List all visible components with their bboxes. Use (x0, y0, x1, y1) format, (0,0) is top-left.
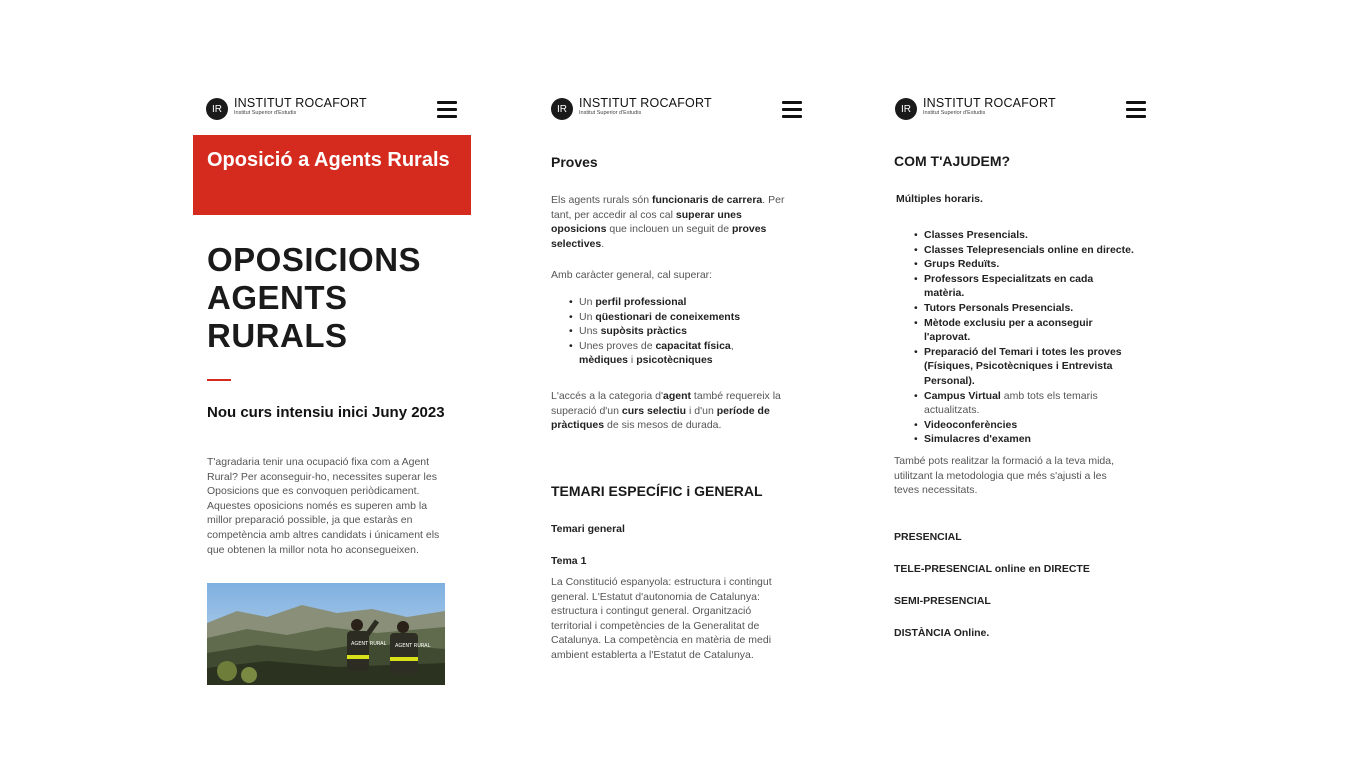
tema1-text: La Constitució espanyola: estructura i contingut general. L'Estatut d'autonomia de Catalunya: estructura i contingut general. Organització territorial i competències de la Generalitat de Catalunya. La competència en matèria de medi ambient establerta a l'Estatut de Catalunya. (551, 576, 772, 661)
list-item: • Classes Presencials. (914, 228, 1134, 243)
mode-distancia[interactable]: DISTÀNCIA Online. (894, 627, 990, 639)
brand-name: INSTITUT ROCAFORT (579, 96, 712, 110)
banner-title: Oposició a Agents Rurals (207, 149, 450, 171)
access-paragraph: L'accés a la categoria d'agent també requereix la superació d'un curs selectiu i d'un període de pràctiques de sis mesos de durada. (551, 390, 781, 432)
list-item: • Mètode exclusiu per a aconseguir l'aprovat. (914, 316, 1134, 345)
horaris-label: Múltiples horaris. (896, 193, 983, 205)
mobile-screen-proves (538, 90, 818, 690)
hamburger-menu-icon[interactable] (1126, 101, 1146, 118)
general-requirements-text: Amb caràcter general, cal superar: (551, 269, 713, 281)
list-item: • Preparació del Temari i totes les proves (Físiques, Psicotècniques i Entrevista Personal). (914, 345, 1134, 389)
site-header (206, 96, 460, 128)
course-title: Nou curs intensiu inici Juny 2023 (207, 404, 445, 421)
mode-presencial[interactable]: PRESENCIAL (894, 531, 962, 543)
brand-name: INSTITUT ROCAFORT (234, 96, 367, 110)
list-item: • Campus Virtual amb tots els temaris actualitzats. (914, 389, 1134, 418)
brand-logo[interactable] (551, 96, 712, 120)
requirements-list (569, 295, 769, 368)
brand-logo[interactable] (206, 96, 367, 120)
proves-title: Proves (551, 154, 598, 170)
brand-subtitle: Institut Superior d'Estudis (234, 110, 297, 116)
list-item: • Un qüestionari de coneixements (569, 310, 769, 325)
logo-badge: IR (551, 98, 573, 120)
temari-title: TEMARI ESPECÍFIC i GENERAL (551, 483, 763, 499)
mode-tele-presencial[interactable]: TELE-PRESENCIAL online en DIRECTE (894, 563, 1090, 575)
list-item: • Simulacres d'examen (914, 432, 1134, 447)
list-item: • Tutors Personals Presencials. (914, 301, 1134, 316)
hamburger-menu-icon[interactable] (437, 101, 457, 118)
list-item: • Grups Reduïts. (914, 257, 1134, 272)
page-title: OPOSICIONS AGENTS RURALS (207, 241, 422, 354)
services-list (914, 228, 1134, 447)
temari-general-label: Temari general (551, 523, 625, 535)
accent-divider (207, 379, 231, 381)
list-item: • Videoconferències (914, 418, 1134, 433)
com-ajudem-title: COM T'AJUDEM? (894, 153, 1011, 169)
custom-training-text: També pots realitzar la formació a la teva mida, utilitzant la metodologia que més s'ajusti a les teves necessitats. (894, 455, 1115, 497)
logo-badge: IR (895, 98, 917, 120)
hamburger-menu-icon[interactable] (782, 101, 802, 118)
tema1-label: Tema 1 (551, 555, 587, 567)
svg-text:AGENT RURAL: AGENT RURAL (351, 641, 387, 647)
site-header (551, 96, 805, 128)
list-item: • Unes proves de capacitat física, mèdiques i psicotècniques (569, 339, 769, 368)
brand-name: INSTITUT ROCAFORT (923, 96, 1056, 110)
list-item: • Professors Especialitzats en cada matèria. (914, 272, 1134, 301)
hero-banner (193, 135, 471, 215)
mobile-screen-com-ajudem (882, 90, 1162, 690)
mobile-screen-home (193, 90, 473, 690)
logo-badge: IR (206, 98, 228, 120)
proves-paragraph: Els agents rurals són funcionaris de carrera. Per tant, per accedir al cos cal superar unes oposicions que inclouen un seguit de proves selectives. (551, 194, 785, 250)
list-item: • Un perfil professional (569, 295, 769, 310)
brand-subtitle: Institut Superior d'Estudis (579, 110, 642, 116)
list-item: • Uns supòsits pràctics (569, 324, 769, 339)
mode-semi-presencial[interactable]: SEMI-PRESENCIAL (894, 595, 991, 607)
svg-text:AGENT RURAL: AGENT RURAL (395, 643, 431, 649)
list-item: • Classes Telepresencials online en directe. (914, 243, 1134, 258)
brand-subtitle: Institut Superior d'Estudis (923, 110, 986, 116)
brand-logo[interactable] (895, 96, 1056, 120)
site-header (895, 96, 1149, 128)
agents-rurals-photo (207, 583, 445, 685)
intro-paragraph: T'agradaria tenir una ocupació fixa com a Agent Rural? Per aconseguir-ho, necessites superar les Oposicions que es convoquen periòdicament. Aquestes oposicions només es superen amb la millor preparació possible, ja que estaràs en competència amb altres candidats i únicament els que obtenen la millor nota ho aconsegueixen. (207, 456, 440, 556)
